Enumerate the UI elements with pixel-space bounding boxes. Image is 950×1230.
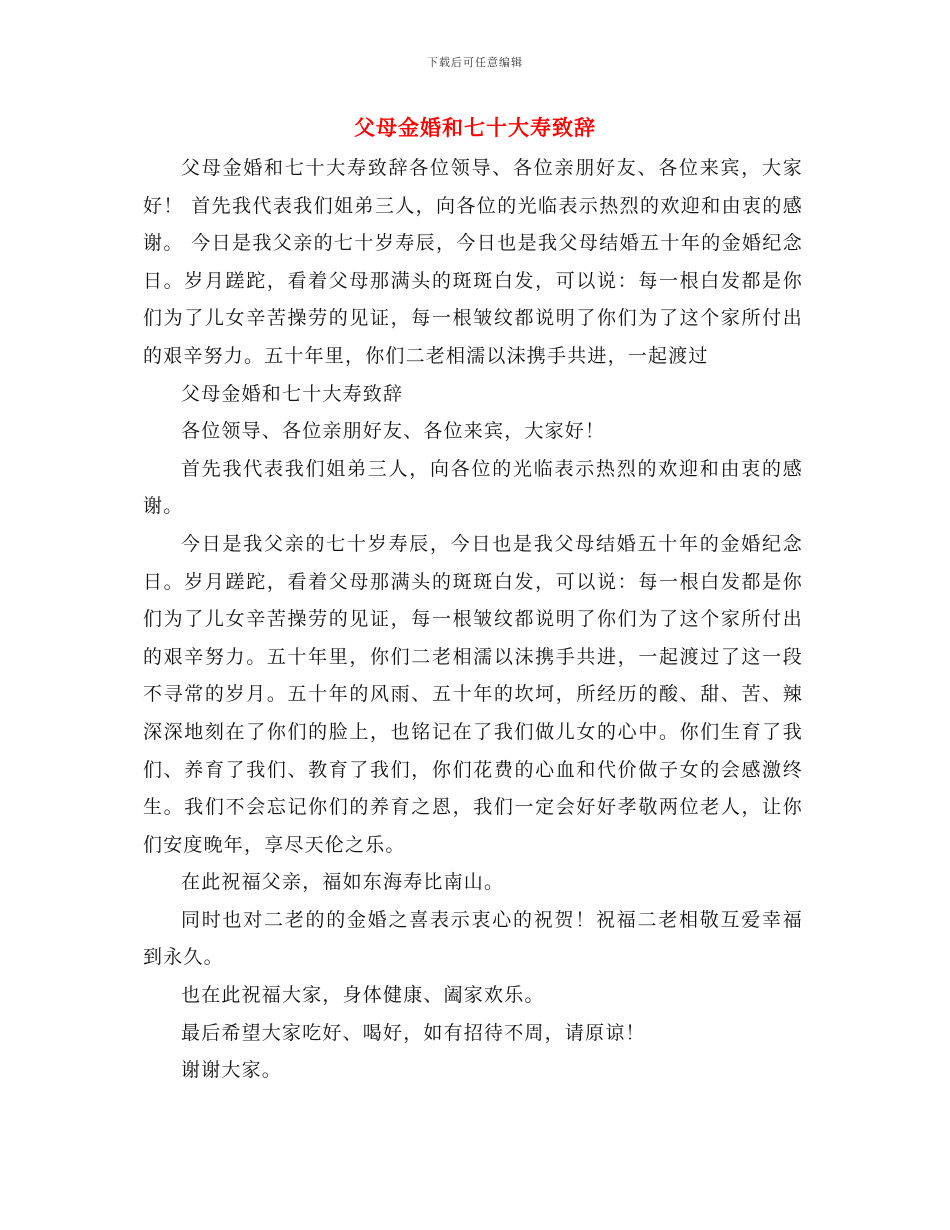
paragraph-blessing-guests: 也在此祝福大家，身体健康、阖家欢乐。 [181,984,545,1007]
paragraph-intro-summary: 父母金婚和七十大寿致辞各位领导、各位亲朋好友、各位来宾，大家好！ 首先我代表我们姐弟三人，向各位的光临表示热烈的欢迎和由衷的感谢。 今日是我父亲的七十岁寿辰，今日也是我父母结婚五十年的金婚纪念日。岁月蹉跎，看着父母那满头的斑斑白发，可以说：每一根白发都是你们为了儿女辛苦操劳的见证，每一根皱纹都说明了你们为了这个家所付出的艰辛努力。五十年里，你们二老相濡以沫携手共进，一起渡过 [143,157,803,367]
header-note: 下载后可任意编辑 [427,56,523,69]
paragraph-heading-repeat: 父母金婚和七十大寿致辞 [181,382,404,405]
paragraph-congrats: 同时也对二老的的金婚之喜表示衷心的祝贺！祝福二老相敬互爱幸福到永久。 [143,908,803,969]
document-title: 父母金婚和七十大寿致辞 [354,116,596,140]
document-body [143,150,803,1090]
paragraph-main: 今日是我父亲的七十岁寿辰，今日也是我父母结婚五十年的金婚纪念日。岁月蹉跎，看着父母那满头的斑斑白发，可以说：每一根白发都是你们为了儿女辛苦操劳的见证，每一根皱纹都说明了你们为了这个家所付出的艰辛努力。五十年里，你们二老相濡以沫携手共进，一起渡过了这一段不寻常的岁月。五十年的风雨、五十年的坎坷，所经历的酸、甜、苦、辣深深地刻在了你们的脸上，也铭记在了我们做儿女的心中。你们生育了我们、养育了我们、教育了我们，你们花费的心血和代价做子女的会感激终生。我们不会忘记你们的养育之恩，我们一定会好好孝敬两位老人，让你们安度晚年，享尽天伦之乐。 [143,532,803,856]
paragraph-welcome: 首先我代表我们姐弟三人，向各位的光临表示热烈的欢迎和由衷的感谢。 [143,457,803,518]
paragraph-blessing-father: 在此祝福父亲，福如东海寿比南山。 [181,871,505,894]
paragraph-thanks: 谢谢大家。 [181,1059,283,1082]
paragraph-closing: 最后希望大家吃好、喝好，如有招待不周，请原谅！ [181,1021,646,1044]
paragraph-greeting: 各位领导、各位亲朋好友、各位来宾，大家好！ [181,420,606,443]
